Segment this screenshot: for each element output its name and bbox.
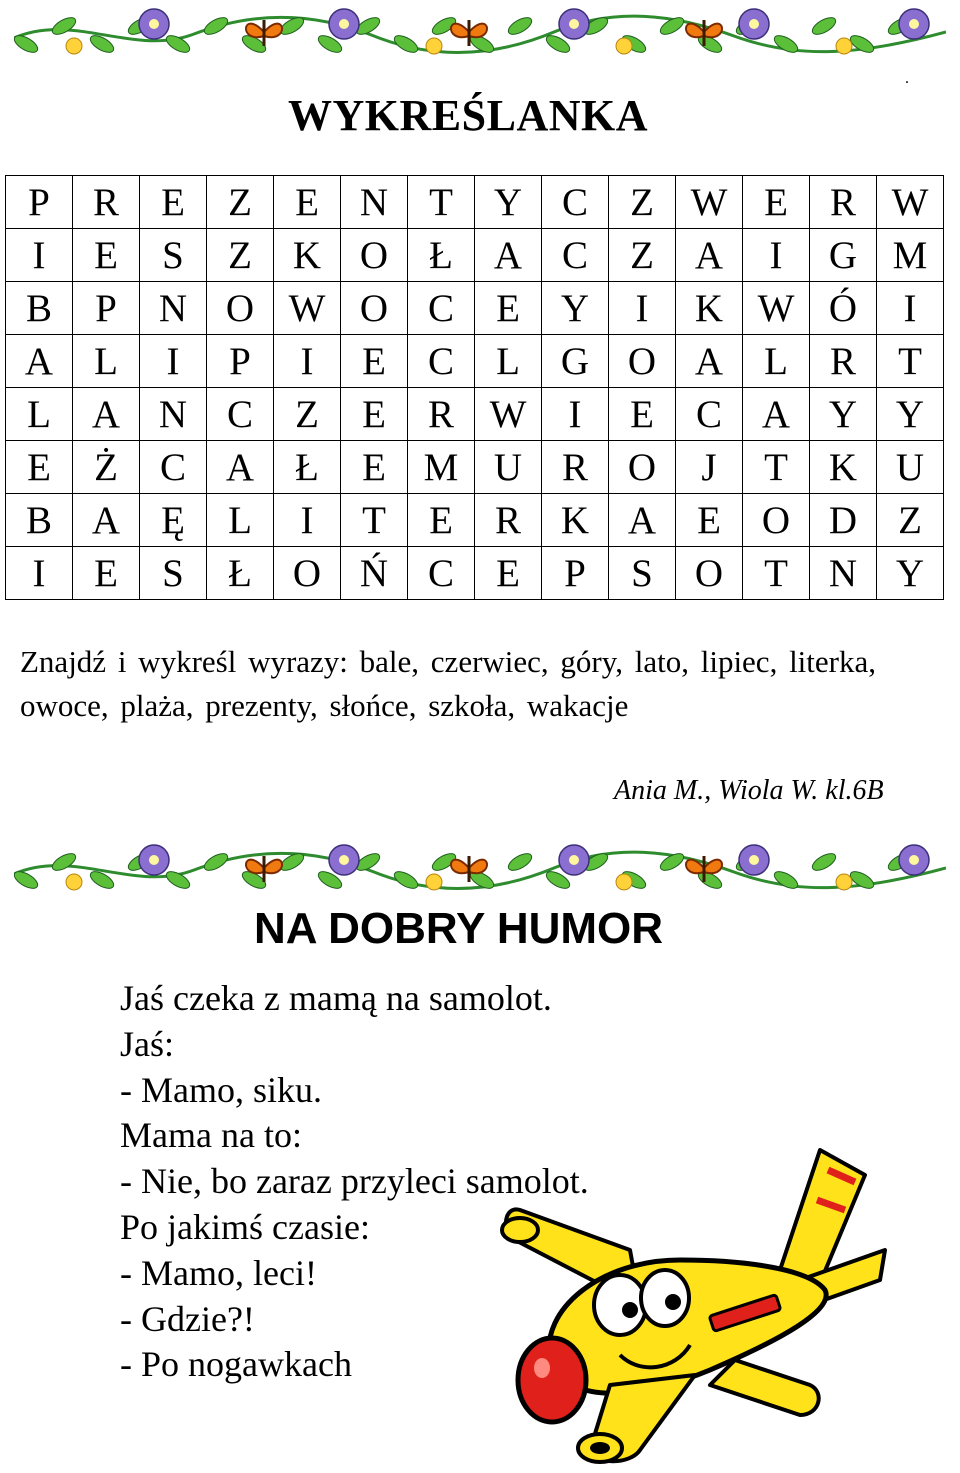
grid-cell: O: [207, 282, 274, 335]
grid-cell: L: [475, 335, 542, 388]
leaf-icon: [392, 32, 421, 55]
grid-cell: T: [877, 335, 944, 388]
grid-row: [6, 282, 944, 335]
grid-cell: E: [341, 388, 408, 441]
flower-center: [339, 855, 349, 865]
flower-center: [149, 19, 159, 29]
grid-cell: I: [140, 335, 207, 388]
grid-cell: W: [743, 282, 810, 335]
grid-cell: I: [274, 335, 341, 388]
yellow-flower-icon: [66, 38, 82, 54]
flower-center: [149, 855, 159, 865]
authors-credit: Ania M., Wiola W. kl.6B: [614, 775, 884, 806]
leaf-icon: [506, 850, 535, 873]
grid-cell: I: [274, 494, 341, 547]
grid-cell: Y: [542, 282, 609, 335]
grid-cell: Z: [207, 229, 274, 282]
leaf-icon: [14, 32, 40, 55]
grid-cell: Ó: [810, 282, 877, 335]
grid-cell: T: [743, 441, 810, 494]
leaf-icon: [392, 868, 421, 891]
grid-cell: T: [408, 176, 475, 229]
joke-line: - Gdzie?!: [120, 1298, 255, 1339]
grid-cell: C: [408, 547, 475, 600]
grid-cell: N: [140, 282, 207, 335]
leaf-icon: [202, 14, 231, 37]
grid-cell: Z: [207, 176, 274, 229]
grid-cell: C: [676, 388, 743, 441]
corner-dot: .: [905, 70, 909, 87]
grid-cell: A: [207, 441, 274, 494]
joke-line: Mama na to:: [120, 1115, 302, 1156]
yellow-flower-icon: [426, 38, 442, 54]
grid-cell: E: [6, 441, 73, 494]
grid-cell: A: [609, 494, 676, 547]
grid-cell: Y: [877, 388, 944, 441]
grid-cell: E: [73, 547, 140, 600]
grid-cell: N: [341, 176, 408, 229]
grid-cell: R: [73, 176, 140, 229]
grid-cell: U: [877, 441, 944, 494]
flower-center: [569, 19, 579, 29]
grid-cell: Z: [877, 494, 944, 547]
leaf-icon: [772, 868, 801, 891]
grid-cell: I: [743, 229, 810, 282]
grid-cell: E: [73, 229, 140, 282]
grid-cell: O: [609, 335, 676, 388]
flower-center: [749, 855, 759, 865]
grid-cell: A: [475, 229, 542, 282]
grid-cell: C: [408, 282, 475, 335]
grid-cell: B: [6, 282, 73, 335]
joke-line: Jaś:: [120, 1023, 174, 1064]
grid-cell: E: [408, 494, 475, 547]
grid-cell: J: [676, 441, 743, 494]
grid-cell: C: [140, 441, 207, 494]
grid-cell: Ł: [207, 547, 274, 600]
grid-cell: N: [810, 547, 877, 600]
grid-cell: E: [341, 335, 408, 388]
wordsearch-title: WYKREŚLANKA: [288, 91, 648, 140]
grid-cell: P: [6, 176, 73, 229]
grid-row: [6, 441, 944, 494]
grid-cell: K: [676, 282, 743, 335]
grid-cell: L: [73, 335, 140, 388]
grid-cell: O: [341, 282, 408, 335]
grid-cell: I: [542, 388, 609, 441]
leaf-icon: [50, 14, 79, 37]
joke-line: - Mamo, leci!: [120, 1252, 317, 1293]
grid-cell: A: [6, 335, 73, 388]
grid-cell: M: [408, 441, 475, 494]
grid-cell: K: [810, 441, 877, 494]
grid-row: [6, 176, 944, 229]
grid-cell: M: [877, 229, 944, 282]
joke-line: - Mamo, siku.: [120, 1069, 322, 1110]
grid-cell: E: [140, 176, 207, 229]
grid-cell: K: [542, 494, 609, 547]
grid-cell: L: [6, 388, 73, 441]
grid-cell: S: [140, 547, 207, 600]
grid-cell: R: [475, 494, 542, 547]
grid-cell: C: [408, 335, 475, 388]
grid-cell: T: [341, 494, 408, 547]
grid-cell: W: [274, 282, 341, 335]
grid-cell: G: [542, 335, 609, 388]
yellow-flower-icon: [836, 874, 852, 890]
yellow-flower-icon: [836, 38, 852, 54]
grid-cell: Z: [274, 388, 341, 441]
leaf-icon: [50, 850, 79, 873]
yellow-flower-icon: [426, 874, 442, 890]
flower-center: [909, 19, 919, 29]
grid-cell: O: [341, 229, 408, 282]
grid-cell: Ń: [341, 547, 408, 600]
grid-cell: A: [743, 388, 810, 441]
humor-title: NA DOBRY HUMOR: [254, 904, 664, 953]
grid-cell: A: [73, 388, 140, 441]
leaf-icon: [810, 850, 839, 873]
grid-cell: E: [609, 388, 676, 441]
grid-cell: Z: [609, 229, 676, 282]
grid-cell: I: [6, 547, 73, 600]
grid-cell: O: [743, 494, 810, 547]
grid-cell: Y: [877, 547, 944, 600]
grid-cell: Y: [475, 176, 542, 229]
grid-cell: W: [877, 176, 944, 229]
yellow-flower-icon: [616, 38, 632, 54]
grid-cell: R: [810, 335, 877, 388]
flower-center: [749, 19, 759, 29]
grid-cell: E: [743, 176, 810, 229]
grid-cell: S: [609, 547, 676, 600]
grid-cell: E: [676, 494, 743, 547]
joke-line: - Nie, bo zaraz przyleci samolot.: [120, 1161, 589, 1202]
grid-cell: W: [475, 388, 542, 441]
grid-cell: G: [810, 229, 877, 282]
grid-cell: K: [274, 229, 341, 282]
grid-cell: A: [676, 229, 743, 282]
leaf-icon: [506, 14, 535, 37]
grid-cell: I: [609, 282, 676, 335]
flower-center: [339, 19, 349, 29]
airplane-icon: [502, 1150, 885, 1462]
grid-cell: L: [743, 335, 810, 388]
grid-cell: L: [207, 494, 274, 547]
grid-cell: E: [475, 547, 542, 600]
leaf-icon: [202, 850, 231, 873]
joke-line: Po jakimś czasie:: [120, 1206, 370, 1247]
grid-cell: C: [542, 176, 609, 229]
leaf-icon: [14, 868, 40, 891]
joke-line: - Po nogawkach: [120, 1344, 352, 1385]
flower-garland-top: [14, 2, 946, 62]
grid-row: [6, 547, 944, 600]
grid-cell: Ż: [73, 441, 140, 494]
grid-cell: Ł: [408, 229, 475, 282]
grid-cell: A: [73, 494, 140, 547]
grid-cell: Ł: [274, 441, 341, 494]
grid-cell: R: [408, 388, 475, 441]
flower-center: [909, 855, 919, 865]
yellow-flower-icon: [66, 874, 82, 890]
grid-cell: U: [475, 441, 542, 494]
grid-cell: I: [6, 229, 73, 282]
grid-cell: I: [877, 282, 944, 335]
wordsearch-grid: [5, 175, 944, 600]
grid-cell: A: [676, 335, 743, 388]
grid-cell: E: [341, 441, 408, 494]
grid-row: [6, 335, 944, 388]
grid-cell: O: [609, 441, 676, 494]
grid-row: [6, 388, 944, 441]
wordsearch-instruction: Znajdź i wykreśl wyrazy: bale, czerwiec, góry, lato, lipiec, literka, owoce, plaża, prezenty, słońce, szkoła, wakacje: [20, 644, 877, 723]
grid-cell: Z: [609, 176, 676, 229]
grid-cell: O: [676, 547, 743, 600]
grid-cell: B: [6, 494, 73, 547]
grid-cell: C: [207, 388, 274, 441]
grid-cell: P: [542, 547, 609, 600]
grid-cell: Y: [810, 388, 877, 441]
grid-cell: O: [274, 547, 341, 600]
flower-center: [569, 855, 579, 865]
leaf-icon: [810, 14, 839, 37]
grid-cell: R: [542, 441, 609, 494]
grid-cell: T: [743, 547, 810, 600]
grid-cell: P: [73, 282, 140, 335]
leaf-icon: [772, 32, 801, 55]
grid-row: [6, 494, 944, 547]
grid-cell: N: [140, 388, 207, 441]
grid-cell: Ę: [140, 494, 207, 547]
grid-cell: R: [810, 176, 877, 229]
grid-cell: E: [274, 176, 341, 229]
flower-garland-middle: [14, 838, 946, 898]
grid-cell: W: [676, 176, 743, 229]
cartoon-airplane-illustration: [480, 1130, 890, 1470]
yellow-flower-icon: [616, 874, 632, 890]
grid-cell: D: [810, 494, 877, 547]
grid-cell: C: [542, 229, 609, 282]
grid-cell: S: [140, 229, 207, 282]
joke-line: Jaś czeka z mamą na samolot.: [120, 978, 552, 1018]
grid-row: [6, 229, 944, 282]
grid-cell: E: [475, 282, 542, 335]
grid-cell: P: [207, 335, 274, 388]
